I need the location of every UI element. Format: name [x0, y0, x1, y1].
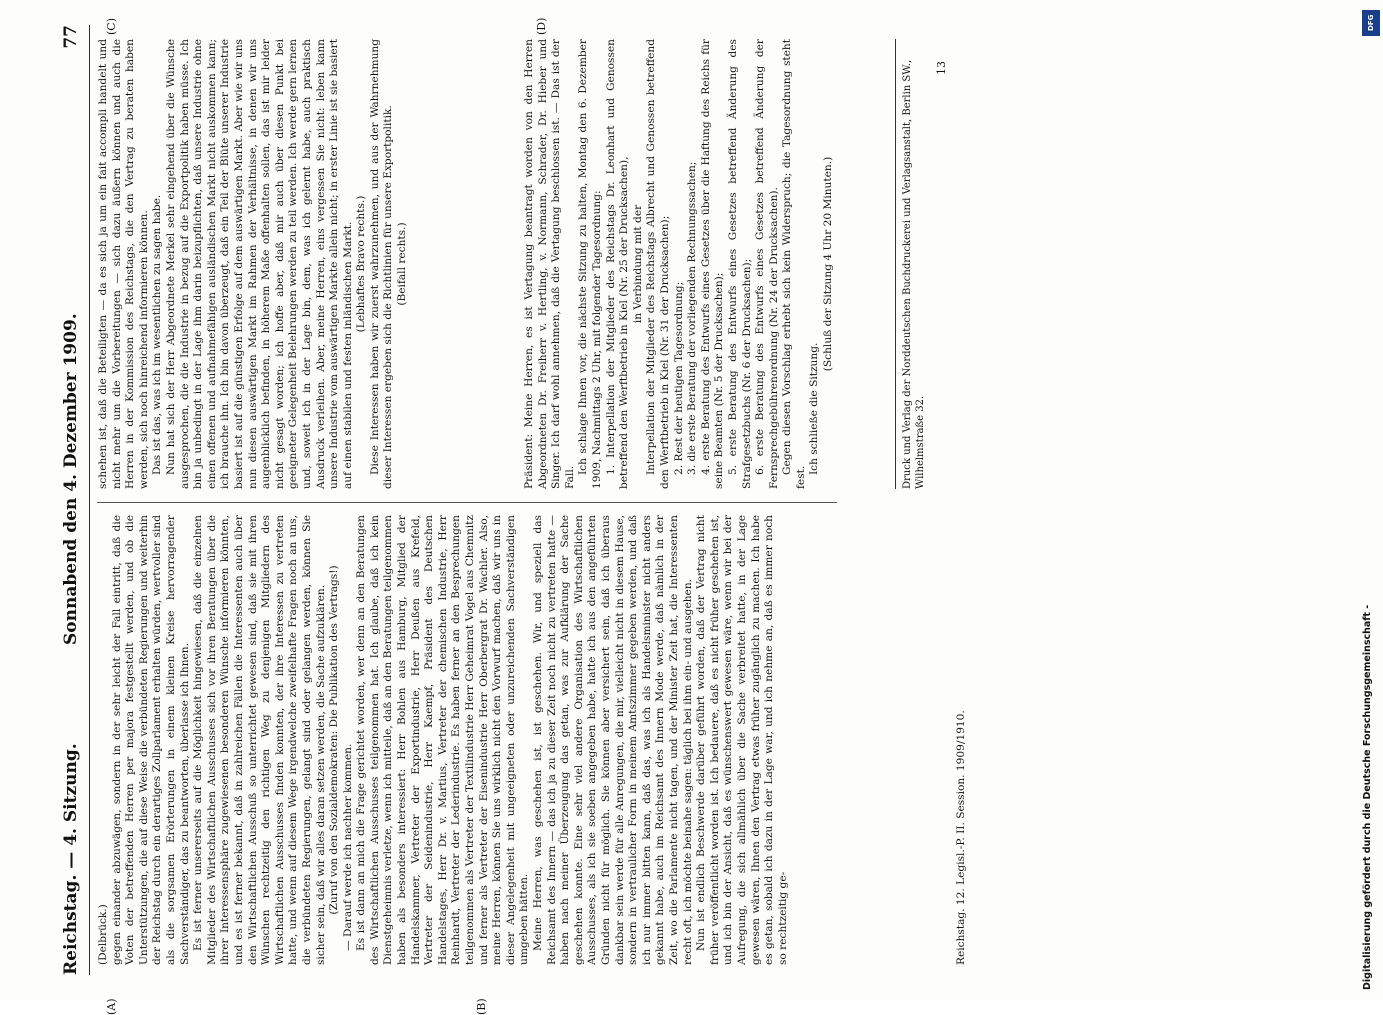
- col2-paragraph: (Lebhaftes Bravo rechts.): [355, 195, 368, 333]
- col1-paragraph: Nun ist endlich Beschwerde darüber geführt worden, daß der Vertrag nicht früher veröffentlicht worden ist. Ich bedauere, daß es nicht früher geschehen ist, und ich bin der Ansicht, daß es wünschenswert gewesen wäre, wenn wir bei der Aufregung, die sich allmählich über die Sache verbreitet hatte, in der Lage gewesen wären, Ihnen den Vertrag etwas früher zugänglich zu machen. Ich habe es getan, sobald ich dazu in der Lage war, und ich nehme an, daß es immer noch so rechtzeitig ge-: [695, 515, 789, 965]
- col3-paragraph: Ich schließe die Sitzung.: [808, 342, 821, 475]
- col2-paragraph: Nun hat sich der Herr Abgeordnete Merkel sehr eingehend über die Wünsche ausgesprochen, die die Industrie in bezug auf die Exportpolitik haben müsse. Ich bin ja unbedingt in der Lage ihm darin beizupflichten, daß unsere Industrie ohne einen offenen und aufnahmefähigen ausländischen Markt nicht auskommen kann; ich brauche ihn. Ich bin davon überzeugt, daß ein Teil der Blüte unserer Industrie basiert ist auf die günstigen Erfolge auf dem auswärtigen Markt. Aber wie wir uns nun diesen auswärtigen Markt im Rahmen der Verhältnisse, in denen wir uns augenblicklich befinden, in höherem Maße offenhalten sollen, das ist mir leider nicht gesagt worden; ich hoffe aber, daß mir auch über diesen Punkt bei geeigneter Gelegenheit Belehrungen werden zu teil werden. Ich werde gern lernen und, soweit ich in der Lage bin, dem, was ich gelernt habe, auch praktisch Ausdruck verleihen. Aber, meine Herren, eins vergessen Sie nicht: leben kann unsere Industrie vom auswärtigen Markte allein nicht; in erster Linie ist sie basiert auf einen stabilen und festen inländischen Markt.: [164, 39, 354, 489]
- rotated-page-content: [55, 17, 1325, 1015]
- col3-paragraph: Präsident: Meine Herren, es ist Vertagung beantragt worden von den Herren Abgeordneten Dr. Freiherr v. Hertling, v. Normann, Schrader, Dr. Hieber und Singer. Ich darf wohl annehmen, daß die Vertagung beschlossen ist. — Das ist der Fall.: [523, 39, 576, 489]
- left-column: [97, 515, 789, 965]
- col1-paragraph: (Zuruf von den Sozialdemokraten: Die Publikation des Vertrags!): [328, 565, 341, 915]
- col3-paragraph: 3. die erste Beratung der vorliegenden Rechnungssachen;: [686, 161, 699, 475]
- col3-paragraph: Ich schlage Ihnen vor, die nächste Sitzung zu halten, Montag den 6. Dezember 1909, Nachmittags 2 Uhr, mit folgender Tagesordnung:: [577, 39, 603, 489]
- sheet-number: 13: [935, 61, 948, 75]
- col3-paragraph: 2. Rest der heutigen Tagesordnung;: [672, 281, 685, 475]
- dfg-logo: DFG: [1362, 10, 1380, 36]
- margin-marker-b: (B): [475, 998, 488, 1015]
- right-column-top: [97, 39, 517, 489]
- margin-marker-c: (C): [105, 18, 118, 35]
- col1-paragraph: Es ist ferner unsererseits auf die Möglichkeit hingewiesen, daß die einzelnen Mitglieder des Wirtschaftlichen Ausschusses sich vor ihren Beratungen über die ihrer Interessensphäre zugewiesenen besonderen Wünsche informieren könnten, und es ist ferner bekannt, daß in zahlreichen Fällen die Interessenten auch über den Wirtschaftlichen Ausschuß so unterrichtet gewesen sind, daß sie mit ihren Wünschen rechtzeitig den richtigen Weg zu denjenigen Mitgliedern des Wirtschaftlichen Ausschusses finden konnten, der ihre Interessen zu vertreten hatte, und wenn auf diesem Wege irgendwelche zweifelhafte Fragen noch an uns, die verbündeten Regierungen, gelangt sind oder gelangen werden, können Sie sicher sein, daß wir alles daran setzen werden, die Sache aufzuklären.: [192, 515, 327, 965]
- column-divider: [97, 502, 837, 503]
- col3-paragraph: 6. erste Beratung des Entwurfs eines Gesetzes betreffend Änderung der Fernsprechgebührenordnung (Nr. 24 der Drucksachen).: [754, 39, 780, 489]
- running-header: [55, 25, 87, 975]
- col2-paragraph: schehen ist, daß die Beteiligten — da es sich ja um ein fait accompli handelt und nicht mehr um die Vorbereitungen — sich dazu äußern können und auch die Herren in der Kommission des Reichstags, die den Vertrag zu beraten haben werden, sich noch hinreichend informieren können.: [97, 39, 150, 489]
- page-number: 77: [61, 25, 81, 49]
- col3-paragraph: Gegen diesen Vorschlag erhebt sich kein Widerspruch; die Tagesordnung steht fest.: [781, 39, 807, 489]
- col1-paragraph: — Darauf werde ich nachher kommen.: [341, 743, 354, 951]
- left-footer: Reichstag. 12. Legisl.-P. II. Session. 1909/1910.: [955, 710, 967, 965]
- margin-marker-a: (A): [105, 998, 118, 1015]
- col2-paragraph: Das ist das, was ich im wesentlichen zu sagen habe.: [151, 194, 164, 475]
- col3-paragraph: 1. Interpellation der Mitglieder des Reichstags Dr. Leonhart und Genossen betreffend den Werftbetrieb in Kiel (Nr. 25 der Drucksachen),: [604, 39, 631, 489]
- col3-paragraph: Interpellation der Mitglieder des Reichstags Albrecht und Genossen betreffend den Werftbetrieb in Kiel (Nr. 31 der Drucksachen);: [645, 39, 671, 489]
- col1-paragraph: (Delbrück.): [97, 904, 109, 965]
- digitization-note: Digitalisierung gefördert durch die Deutsche Forschungsgemeinschaft -: [1362, 604, 1373, 990]
- header-rule: [89, 25, 90, 975]
- col2-paragraph: Diese Interessen haben wir zuerst wahrzunehmen, und aus der Wahrnehmung dieser Interessen ergeben sich die Richtlinien für unsere Exportpolitik.: [368, 39, 395, 489]
- col3-paragraph: (Schluß der Sitzung 4 Uhr 20 Minuten.): [822, 156, 835, 372]
- imprint: Druck und Verlag der Norddeutschen Buchdruckerei und Verlagsanstalt, Berlin SW., Wilhelmstraße 32.: [902, 59, 926, 489]
- col1-paragraph: Es ist dann an mich die Frage gerichtet worden, wer denn an den Beratungen des Wirtschaftlichen Ausschusses teilgenommen hat. Ich glaube, daß ich kein Dienstgeheimnis verletze, wenn ich mitteile, daß an den Beratungen teilgenommen haben als besonders interessiert: Herr Bohlen aus Hamburg, Mitglied der Handelskammer, Vertreter der Exportindustrie, Herr Deußen aus Krefeld, Vertreter der Seidenindustrie, Herr Kaempf, Präsident des Deutschen Handelstages, Herr Dr. v. Martius, Vertreter der chemischen Industrie, Herr Reinhardt, Vertreter der Lederindustrie. Es haben ferner an den Besprechungen teilgenommen als Vertreter der Textilindustrie Herr Geheimrat Vogel aus Chemnitz und ferner als Vertreter der Eisenindustrie Herr Oberbergrat Dr. Wachler. Also, meine Herren, können Sie uns wirklich nicht den Vorwurf machen, daß wir uns in dieser Angelegenheit mit ungeeigneten oder unzureichenden Sachverständigen umgeben hätten.: [355, 515, 531, 965]
- col3-paragraph: 4. erste Beratung des Entwurfs eines Gesetzes über die Haftung des Reichs für seine Beamten (Nr. 5 der Drucksachen);: [699, 39, 726, 489]
- col3-paragraph: 5. erste Beratung des Entwurfs eines Gesetzes betreffend Änderung des Strafgesetzbuchs (Nr. 6 der Drucksachen);: [726, 39, 753, 489]
- col1-paragraph: Meine Herren, was geschehen ist, ist geschehen. Wir, und speziell das Reichsamt des Innern — das ich ja zu dieser Zeit noch nicht zu vertreten hatte — haben nach meiner Überzeugung das getan, was zur Aufklärung der Sache geschehen konnte. Eine sehr viel andere Organisation des Wirtschaftlichen Ausschusses, als ich sie soeben angegeben habe, hatte ich aus den angeführten Gründen nicht für möglich. Sie können aber versichert sein, daß ich überaus dankbar sein werde für alle Anregungen, die mir, vielleicht nicht in diesem Hause, sondern in vertraulicher Form in meinem Amtszimmer gegeben werden, und daß ich nur immer bitten kann, daß das, was ich als Handelsminister nicht anders gekannt habe, auch im Reichsamt des Innern Mode werde, daß nämlich in der Zeit, wo die Parlamente nicht tagen, und der Minister Zeit hat, die Interessenten recht oft, ich möchte beinahe sagen: täglich bei ihm ein- und ausgehen.: [532, 515, 694, 965]
- col3-paragraph: in Verbindung mit der: [631, 204, 644, 324]
- col2-paragraph: (Beifall rechts.): [396, 222, 409, 306]
- header-left: Reichstag. — 4. Sitzung.: [61, 743, 81, 975]
- header-date: Sonnabend den 4. Dezember 1909.: [61, 313, 81, 645]
- right-column-proceedings: [523, 39, 883, 489]
- col1-paragraph: gegen einander abzuwägen, sondern in der sehr leicht der Fall eintritt, daß die Voten der betreffenden Herren per majora festgestellt werden, und ob die Unterstützungen, die auf diese Weise die verbündeten Regierungen und weiterhin der Reichstag durch ein derartiges Zollparlament erhalten würden, wertvoller sind als die sorgsamen Erörterungen in einem kleinen Kreise hervorragender Sachverständiger, das zu beantworten, überlasse ich Ihnen.: [110, 515, 191, 965]
- margin-marker-d: (D): [535, 17, 548, 35]
- imprint-rule: [895, 39, 896, 489]
